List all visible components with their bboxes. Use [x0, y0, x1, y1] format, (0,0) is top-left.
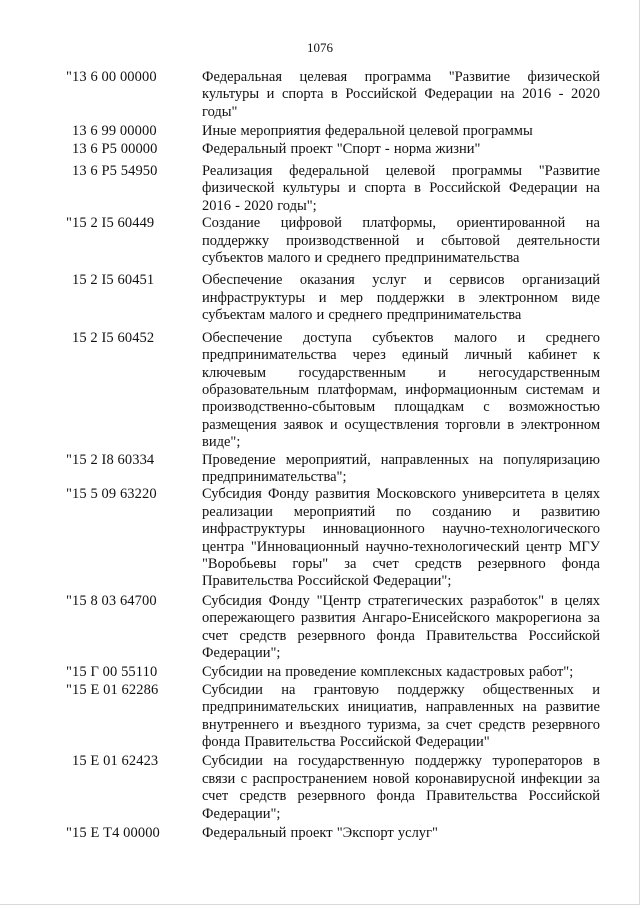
- classification-code: "15 Г 00 55110: [66, 664, 158, 681]
- code-description: Иные мероприятия федеральной целевой программы: [202, 123, 533, 140]
- classification-code: 13 6 P5 54950: [72, 163, 158, 180]
- code-description: Федеральный проект "Экспорт услуг": [202, 825, 438, 842]
- classification-code: "15 Е Т4 00000: [66, 825, 160, 842]
- budget-code-list: [66, 69, 600, 842]
- list-item: [66, 163, 600, 215]
- list-item: [66, 69, 600, 121]
- list-item: [66, 486, 600, 590]
- list-item: [66, 753, 600, 823]
- code-description: Субсидии на грантовую поддержку общественных и предпринимательских инициатив, направленных на развитие внутреннего и въездного туризма, за счет средств резервного фонда Правительства Российской Федерации": [202, 681, 600, 751]
- code-description: Обеспечение доступа субъектов малого и среднего предпринимательства через единый личный кабинет к ключевым государственным и негосударственным образовательным платформам, информационным системам и производственно-сбытовым площадкам с возможностью размещения заявок и осуществления торговли в электронном виде";: [202, 329, 600, 451]
- code-description: Субсидия Фонду развития Московского университета в целях реализации мероприятий по созданию и развитию инфраструктуры инновационного научно-технологического центра "Инновационный научно-технологический центр МГУ "Воробьевы горы" за счет средств резервного фонда Правительства Российской Федерации";: [202, 486, 600, 590]
- list-item: [66, 141, 600, 158]
- list-item: [66, 825, 600, 842]
- code-description: Субсидии на государственную поддержку туроператоров в связи с распространением новой коронавирусной инфекции за счет средств резервного фонда Правительства Российской Федерации";: [202, 753, 600, 822]
- list-item: [66, 123, 600, 140]
- list-item: [66, 452, 600, 487]
- classification-code: 13 6 P5 00000: [72, 140, 158, 157]
- classification-code: 15 Е 01 62423: [72, 753, 159, 770]
- classification-code: "15 2 I5 60449: [66, 215, 155, 232]
- classification-code: 13 6 99 00000: [72, 123, 157, 140]
- code-description: Федеральный проект "Спорт - норма жизни": [202, 140, 481, 157]
- code-description: Проведение мероприятий, направленных на популяризацию предпринимательства";: [202, 451, 600, 485]
- classification-code: 15 2 I5 60452: [72, 329, 155, 346]
- classification-code: 15 2 I5 60451: [72, 272, 155, 289]
- classification-code: "15 Е 01 62286: [66, 681, 159, 698]
- list-item: [66, 593, 600, 663]
- code-description: Субсидии на проведение комплексных кадастровых работ";: [202, 664, 574, 681]
- list-item: [66, 272, 600, 324]
- code-description: Федеральная целевая программа "Развитие физической культуры и спорта в Российской Федерации на 2016 - 2020 годы": [202, 69, 600, 120]
- code-description: Реализация федеральной целевой программы "Развитие физической культуры и спорта в Российской Федерации на 2016 - 2020 годы";: [202, 163, 600, 214]
- list-item: [66, 664, 600, 681]
- list-item: [66, 215, 600, 267]
- classification-code: "15 2 I8 60334: [66, 451, 155, 468]
- classification-code: "15 8 03 64700: [66, 592, 157, 609]
- classification-code: "13 6 00 00000: [66, 69, 157, 85]
- list-item: [66, 682, 600, 752]
- page-number: 1076: [307, 40, 333, 55]
- list-item: [66, 330, 600, 452]
- code-description: Субсидия Фонду "Центр стратегических разработок" в целях опережающего развития Ангаро-Енисейского макрорегиона за счет средств резервного фонда Правительства Российской Федерации";: [202, 592, 600, 661]
- classification-code: "15 5 09 63220: [66, 486, 157, 503]
- code-description: Обеспечение оказания услуг и сервисов организаций инфраструктуры и мер поддержки в электронном виде субъектам малого и среднего предпринимательства: [202, 272, 600, 324]
- code-description: Создание цифровой платформы, ориентированной на поддержку производственной и сбытовой деятельности субъектов малого и среднего предпринимательства: [202, 215, 600, 267]
